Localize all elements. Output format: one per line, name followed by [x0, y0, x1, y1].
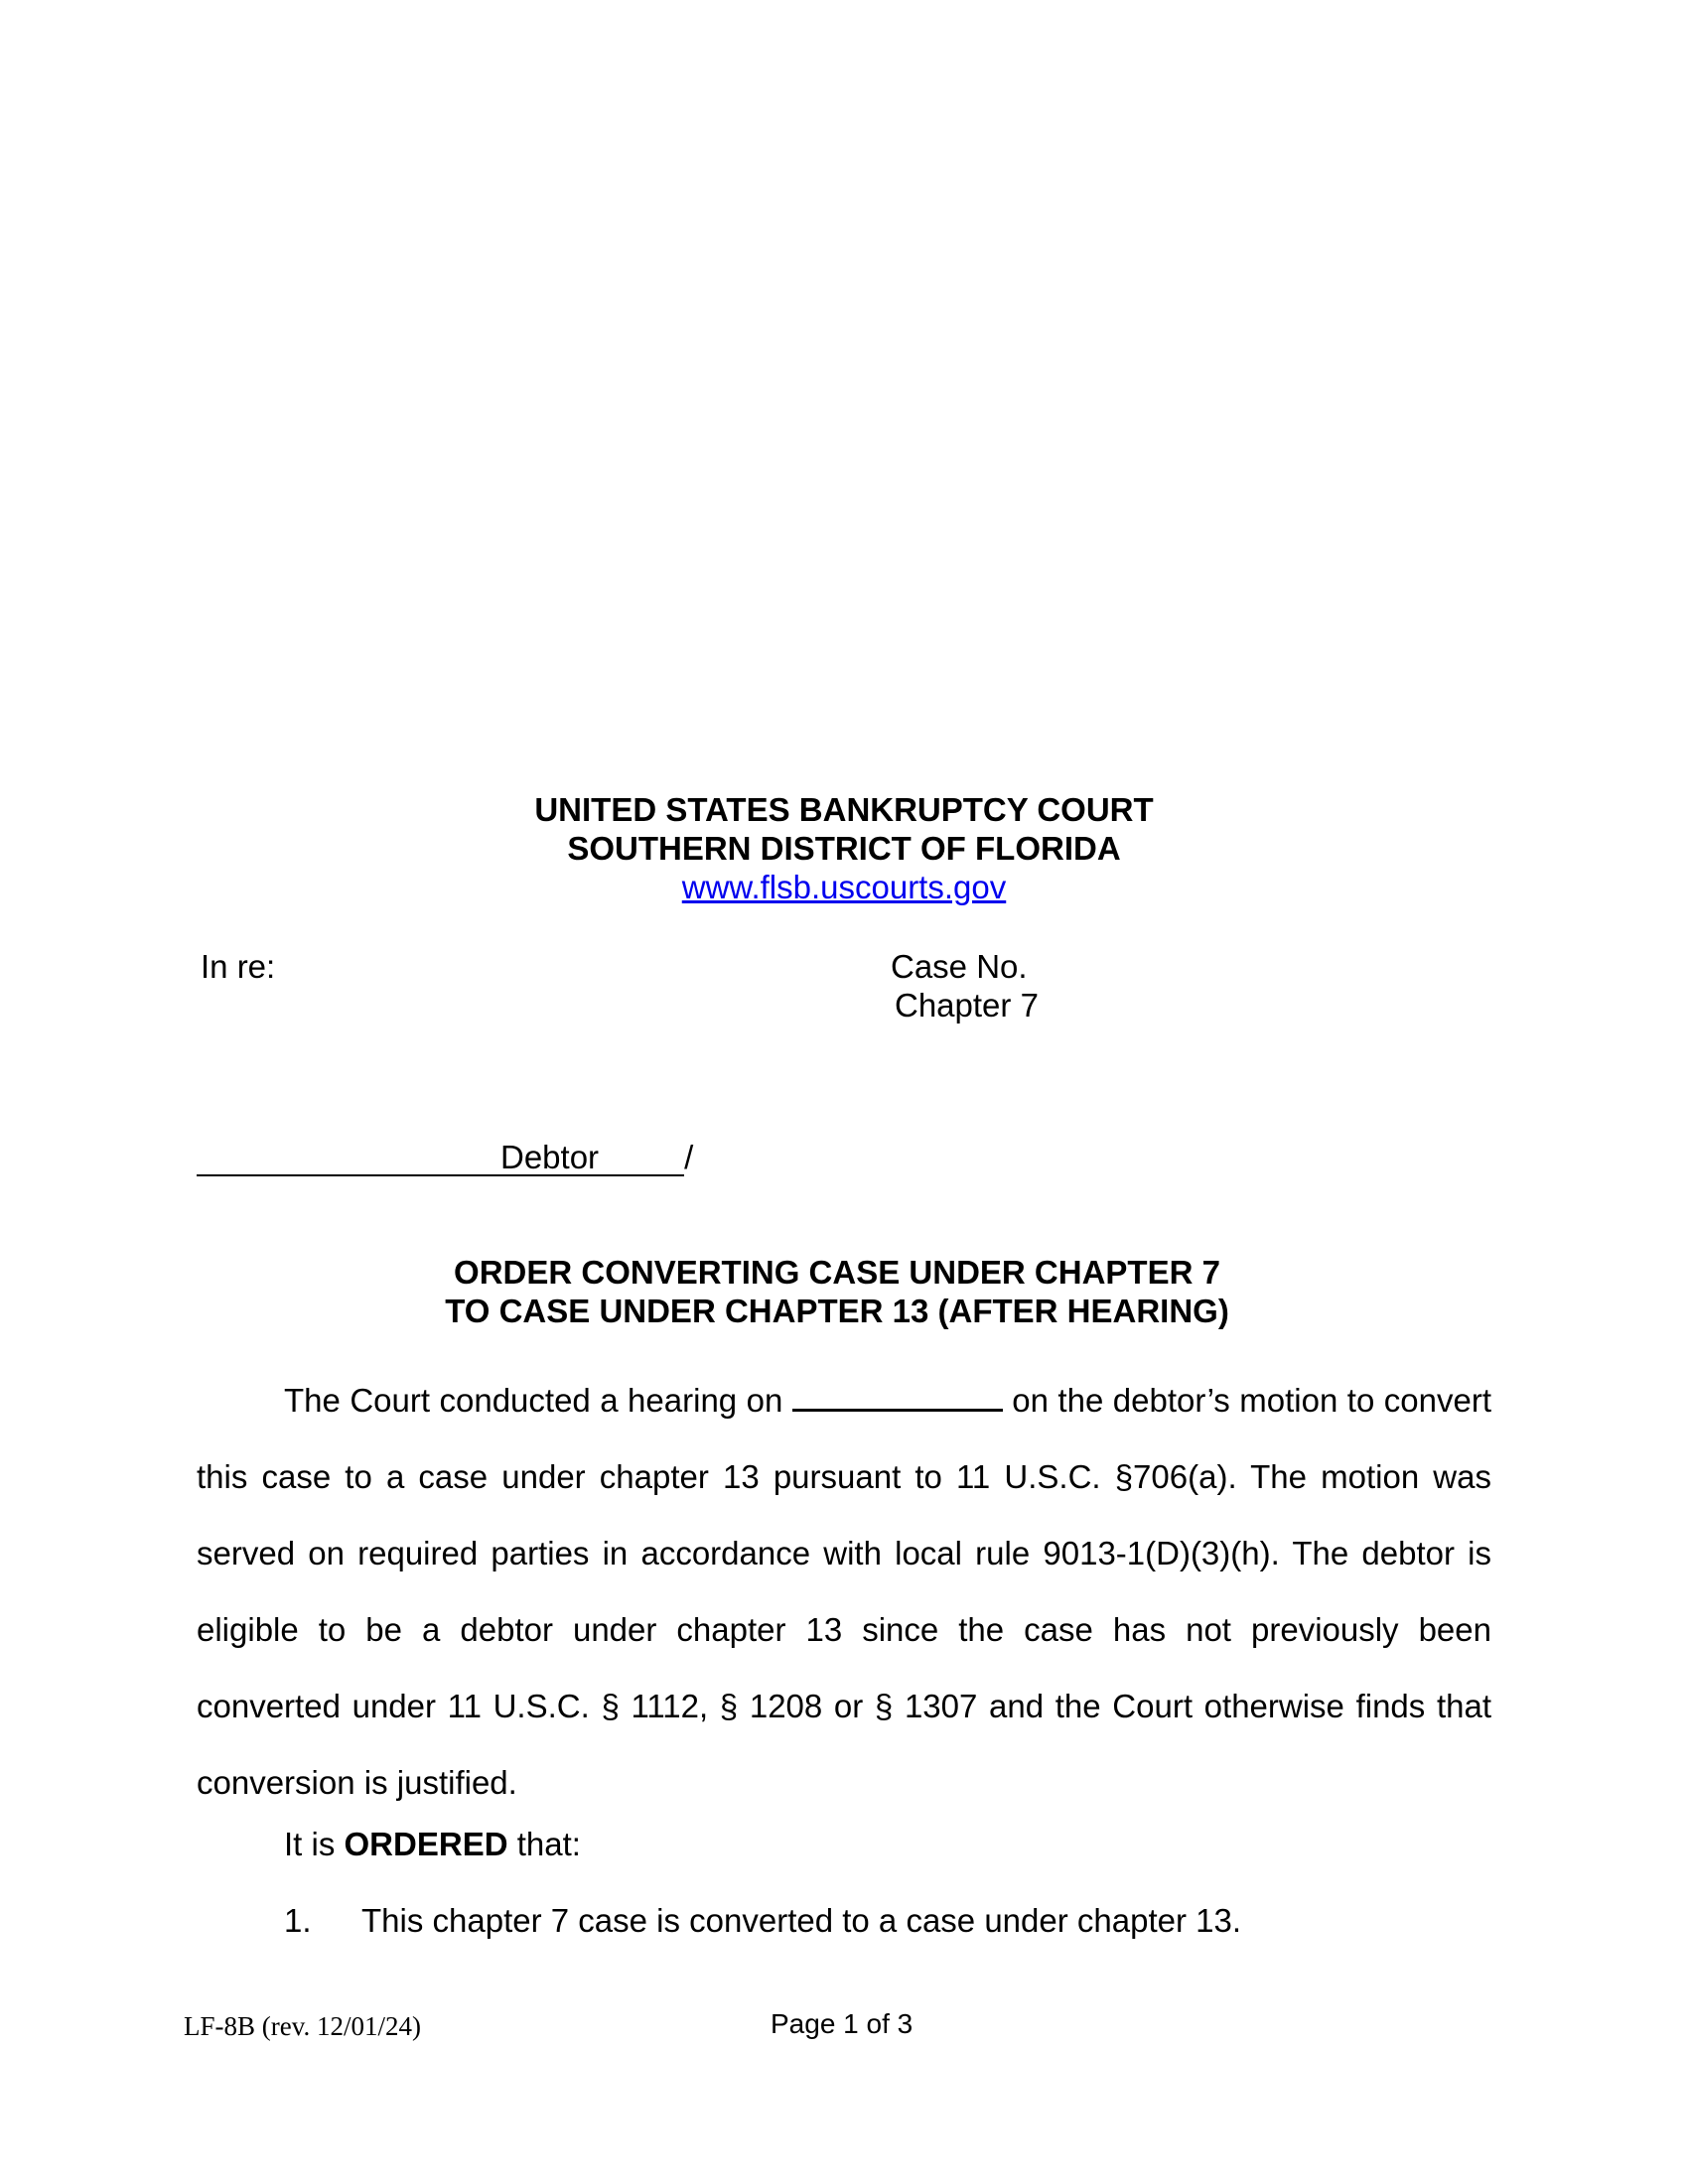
- debtor-name-blank: [197, 1141, 500, 1176]
- debtor-label: Debtor: [500, 1139, 600, 1175]
- case-number-label: Case No.: [891, 948, 1028, 985]
- order-title: [0, 1253, 1674, 1330]
- ordered-item-number: 1.: [284, 1902, 312, 1939]
- footer-page-number: Page 1 of 3: [771, 2008, 914, 2039]
- ordered-bold: ORDERED: [344, 1826, 508, 1862]
- caption-slash: /: [684, 1139, 694, 1175]
- court-header: [0, 790, 1688, 906]
- court-name: UNITED STATES BANKRUPTCY COURT: [534, 791, 1154, 828]
- findings-text-start: The Court conducted a hearing on: [284, 1382, 783, 1419]
- ordered-clause: [284, 1825, 581, 1863]
- order-title-line-2: TO CASE UNDER CHAPTER 13 (AFTER HEARING): [445, 1293, 1229, 1329]
- court-district: SOUTHERN DISTRICT OF FLORIDA: [567, 830, 1121, 867]
- debtor-trailing-blank: [599, 1141, 684, 1176]
- ordered-prefix: It is: [284, 1826, 336, 1862]
- court-website-link[interactable]: www.flsb.uscourts.gov: [681, 869, 1007, 905]
- order-findings-paragraph: [197, 1362, 1491, 1821]
- in-re-label: In re:: [201, 948, 276, 985]
- ordered-suffix: that:: [516, 1826, 581, 1862]
- ordered-item-text: This chapter 7 case is converted to a case under chapter 13.: [361, 1902, 1242, 1939]
- findings-text-rest: on the debtor’s motion to convert this case to a case under chapter 13 pursuant to 11 U.S.C. §706(a). The motion was served on required parties in accordance with local rule 9013-1(D)(3)(h). The debtor is eligible to be a debtor under chapter 13 since the case has not previously been converted under 11 U.S.C. § 1112, § 1208 or § 1307 and the Court otherwise finds that conversion is justified.: [197, 1382, 1491, 1801]
- ordered-item: [284, 1901, 1241, 1940]
- chapter-label: Chapter 7: [895, 987, 1039, 1024]
- debtor-signature-line: [197, 1138, 693, 1176]
- hearing-date-blank: [792, 1379, 1003, 1412]
- footer-form-id: LF-8B (rev. 12/01/24): [184, 2011, 421, 2041]
- order-title-line-1: ORDER CONVERTING CASE UNDER CHAPTER 7: [454, 1254, 1220, 1291]
